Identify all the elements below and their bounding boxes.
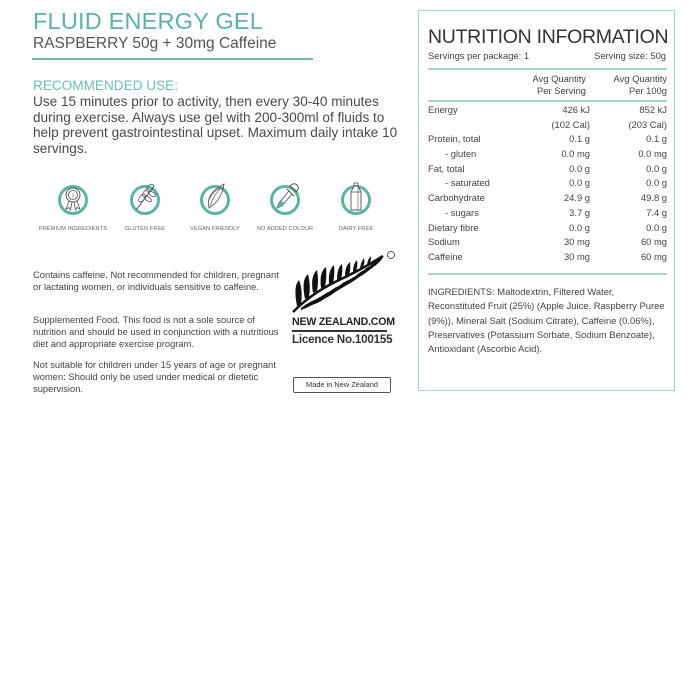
per-serving-value: 30 mg: [563, 236, 590, 248]
per-100g-value: 0.0 g: [646, 162, 667, 174]
recommended-use-body: Use 15 minutes prior to activity, then every 30-40 minutes during exercise. Always use gel with 200-300ml of fluids to help prevent gastrointestinal upset. Maximum daily intake 10 servings.: [33, 94, 398, 156]
nutrient-name: Sodium: [428, 236, 460, 248]
table-row: [428, 104, 667, 119]
servings-per-package: Servings per package: 1: [428, 50, 530, 61]
supplemented-food-notice: Supplemented Food. This food is not a sole source of nutrition and should be used in conjunction with a nutritious diet and appropriate exercise program.: [33, 314, 279, 349]
badge-row: [28, 185, 383, 245]
dropper-icon: [270, 185, 300, 215]
nutrition-table: [428, 104, 667, 266]
nutrient-name: - saturated: [445, 177, 490, 189]
per-100g-value: 0.0 mg: [638, 148, 667, 160]
table-row: [428, 207, 667, 222]
badge-label: VEGAN FRIENDLY: [190, 226, 240, 232]
table-row: [428, 119, 667, 134]
table-row: [428, 177, 667, 192]
nutrient-name: Fat, total: [428, 162, 465, 174]
table-row: [428, 251, 667, 266]
badge-label: NO ADDED COLOUR: [256, 226, 314, 232]
per-100g-value: 49.8 g: [640, 192, 667, 204]
badge-dairy-free: [311, 185, 401, 232]
product-title: FLUID ENERGY GEL: [33, 8, 263, 34]
per-serving-value: 30 mg: [563, 250, 590, 262]
per-100g-value: 60 mg: [640, 236, 667, 248]
nutrient-name: Carbohydrate: [428, 192, 485, 204]
nutrient-name: - gluten: [445, 148, 477, 160]
servings-info: [428, 50, 666, 61]
badge-label: DAIRY FREE: [338, 226, 374, 232]
per-serving-value: 0.0 g: [569, 177, 590, 189]
column-header-line: Per 100g: [628, 85, 667, 96]
nutrition-divider: [428, 100, 667, 102]
nutrition-divider: [428, 273, 667, 275]
badge-label: GLUTEN FREE: [124, 226, 166, 232]
per-100g-value: 0.0 g: [646, 177, 667, 189]
children-warning: Not suitable for children under 15 years of age or pregnant women: Should only be used under medical or dietetic supervision.: [33, 359, 276, 394]
nutrient-name: - sugars: [445, 206, 479, 218]
table-row: [428, 163, 667, 178]
title-divider: [32, 58, 313, 60]
column-header-line: Per Serving: [537, 85, 586, 96]
per-serving-value: 3.7 g: [569, 206, 590, 218]
per-100g-value: 60 mg: [640, 250, 667, 262]
per-serving-value: (102 Cal): [551, 118, 590, 130]
product-subtitle: RASPBERRY 50g + 30mg Caffeine: [33, 35, 277, 52]
per-100g-value: 0.0 g: [646, 221, 667, 233]
table-row: [428, 133, 667, 148]
caffeine-warning: Contains caffeine. Not recommended for children, pregnant or lactating women, or individuals sensitive to caffeine.: [33, 269, 279, 292]
per-100g-value: 0.1 g: [646, 133, 667, 145]
rosette-icon: [58, 185, 88, 215]
new-zealand-brand: NEW ZEALAND.COM: [292, 316, 395, 328]
column-header-line: Avg Quantity: [613, 73, 667, 84]
fern-icon: [291, 250, 397, 314]
nutrition-divider: [428, 68, 667, 70]
leaf-icon: [200, 185, 230, 215]
per-100g-value: 852 kJ: [639, 104, 667, 115]
recommended-use-heading: RECOMMENDED USE:: [33, 78, 179, 93]
milk-carton-icon: [341, 185, 371, 215]
per-serving-value: 0.1 g: [569, 133, 590, 145]
ingredients-list: INGREDIENTS: Maltodextrin, Filtered Water, Reconstituted Fruit (25%) (Apple Juice, Raspberry Puree (9%)), Mineral Salt (Sodium Citrate), Caffeine (0.06%), Preservatives (Potassium Sorbate, Sodium Benzoate), Antioxidant (Ascorbic Acid).: [428, 286, 665, 355]
column-header-per-100g: [560, 73, 667, 97]
column-header-line: Avg Quantity: [532, 73, 586, 84]
new-zealand-fern-logo: [291, 250, 397, 319]
table-row: [428, 148, 667, 163]
per-serving-value: 0.0 g: [569, 162, 590, 174]
badge-label: PREMIUM INGREDIENTS: [38, 226, 108, 232]
nz-divider: [292, 330, 387, 332]
per-serving-value: 0.0 g: [569, 221, 590, 233]
made-in-new-zealand-badge: Made in New Zealand: [293, 377, 391, 393]
wheat-icon: [130, 185, 160, 215]
svg-text:1: 1: [71, 193, 75, 200]
per-100g-value: (203 Cal): [628, 118, 667, 130]
nutrient-name: Protein, total: [428, 133, 481, 145]
per-serving-value: 0.0 mg: [561, 148, 590, 160]
licence-number: Licence No.100155: [292, 333, 393, 346]
table-row: [428, 192, 667, 207]
table-row: [428, 222, 667, 237]
nutrient-name: Dietary fibre: [428, 221, 479, 233]
per-serving-value: 426 kJ: [562, 104, 590, 115]
nutrient-name: Energy: [428, 104, 458, 115]
table-row: [428, 236, 667, 251]
per-100g-value: 7.4 g: [646, 206, 667, 218]
nutrient-name: Caffeine: [428, 250, 463, 262]
serving-size: Serving size: 50g: [594, 50, 666, 61]
nutrition-title: NUTRITION INFORMATION: [428, 26, 669, 48]
per-serving-value: 24.9 g: [563, 192, 590, 204]
